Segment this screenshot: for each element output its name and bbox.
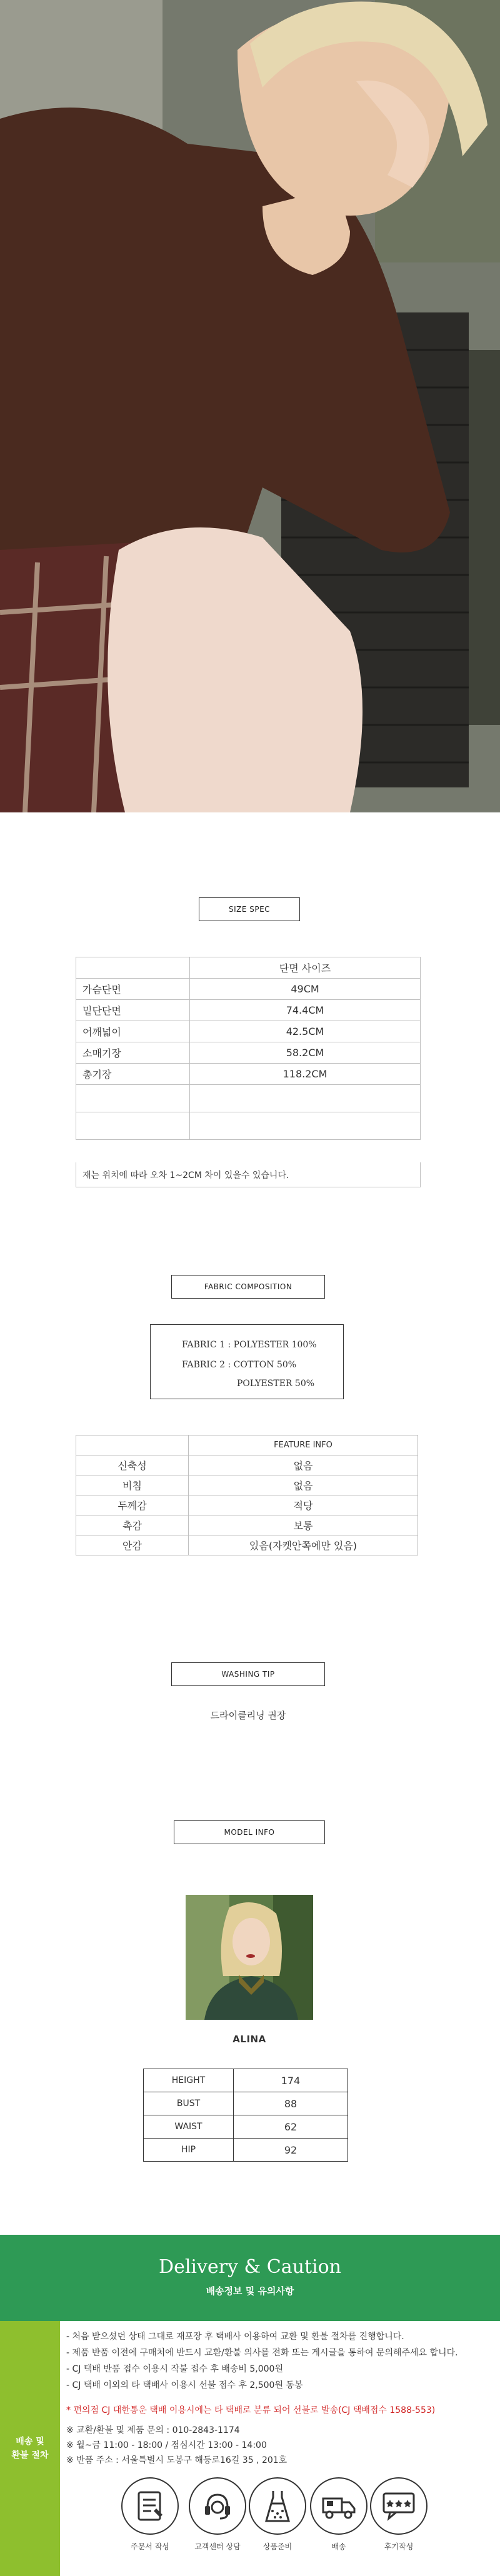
row-label (76, 1085, 190, 1112)
delivery-warning: * 편의점 CJ 대한통운 택배 이용시에는 타 택배로 분류 되어 선불로 발송(CJ 택배접수 1588-553) (66, 2405, 436, 2415)
row-value (190, 1085, 421, 1112)
feature-header: FEATURE INFO (189, 1435, 418, 1455)
delivery-title: Delivery & Caution (159, 2256, 341, 2278)
row-value: 적당 (189, 1495, 418, 1515)
size-note: 재는 위치에 따라 오차 1~2CM 차이 있을수 있습니다. (76, 1162, 421, 1187)
delivery-line: - CJ 택배 이외의 타 택배사 이용시 선불 접수 후 2,500원 동봉 (66, 2380, 303, 2390)
row-value: 있음(자켓안쪽에만 있음) (189, 1535, 418, 1555)
fabric-line-3-text: POLYESTER (237, 1379, 292, 1389)
row-label: 가슴단면 (76, 979, 190, 1000)
row-value: 88 (234, 2092, 348, 2115)
delivery-side-label (0, 2321, 60, 2576)
table-row (76, 1042, 421, 1064)
delivery-truck-icon (310, 2477, 368, 2535)
row-label: 밑단단면 (76, 1000, 190, 1021)
table-row (76, 1515, 418, 1535)
model-name: ALINA (232, 2034, 266, 2045)
row-value: 92 (234, 2139, 348, 2162)
row-label: 촉감 (76, 1515, 189, 1535)
table-row (76, 1021, 421, 1042)
contact-line: ※ 반품 주소 : 서울특별시 도봉구 해등로16길 35 , 201호 (66, 2455, 288, 2465)
table-row (76, 957, 421, 979)
side-label-line-2: 환불 절차 (11, 2450, 49, 2460)
contact-line: ※ 교환/환불 및 제품 문의 : 010-2843-1174 (66, 2425, 240, 2435)
process-step-label: 배송 (331, 2542, 346, 2551)
table-row (144, 2092, 348, 2115)
table-cell (76, 957, 190, 979)
table-row (76, 1455, 418, 1475)
fabric-title: FABRIC COMPOSITION (171, 1275, 325, 1299)
table-cell (76, 1435, 189, 1455)
fabric-line-3-percent: 50% (294, 1379, 315, 1389)
process-step (310, 2477, 368, 2552)
row-label: 어깨넓이 (76, 1021, 190, 1042)
table-row (76, 1085, 421, 1112)
table-row (144, 2115, 348, 2139)
process-step-label: 고객센터 상담 (194, 2542, 241, 2551)
table-row (76, 1000, 421, 1021)
size-spec-title: SIZE SPEC (199, 897, 300, 921)
row-value: 174 (234, 2069, 348, 2092)
review-icon (370, 2477, 428, 2535)
table-row (76, 1112, 421, 1140)
model-title: MODEL INFO (174, 1820, 325, 1844)
process-icons (60, 2469, 500, 2575)
size-spec-table (76, 957, 421, 1140)
process-step-label: 주문서 작성 (131, 2542, 169, 2551)
fabric-line-1-percent: 100% (291, 1340, 317, 1350)
row-value: 보통 (189, 1515, 418, 1535)
row-label: WAIST (144, 2115, 234, 2139)
table-row (144, 2139, 348, 2162)
process-step-label: 후기작성 (384, 2542, 414, 2551)
row-value: 118.2CM (190, 1064, 421, 1085)
row-value: 74.4CM (190, 1000, 421, 1021)
fabric-line-2 (182, 1360, 296, 1370)
row-label: 안감 (76, 1535, 189, 1555)
washing-title: WASHING TIP (171, 1662, 325, 1686)
process-step (370, 2477, 428, 2552)
table-row (76, 1435, 418, 1455)
row-label: 소매기장 (76, 1042, 190, 1064)
row-value: 58.2CM (190, 1042, 421, 1064)
process-step (121, 2477, 179, 2552)
row-label: 총기장 (76, 1064, 190, 1085)
delivery-line: - 제품 반품 이전에 구매처에 반드시 교환/환불 의사를 전화 또는 게시글을 통하여 문의해주세요 합니다. (66, 2348, 458, 2358)
feature-table (76, 1435, 418, 1555)
side-label-line-1: 배송 및 (16, 2436, 44, 2447)
table-row (76, 1475, 418, 1495)
hero-model-illustration (0, 0, 500, 812)
process-step-label: 상품준비 (262, 2542, 292, 2551)
table-row (144, 2069, 348, 2092)
delivery-line: - CJ 택배 반품 접수 이용시 작불 접수 후 배송비 5,000원 (66, 2364, 283, 2374)
fabric-line-3 (237, 1379, 314, 1389)
row-label: HIP (144, 2139, 234, 2162)
model-photo (186, 1895, 313, 2020)
contact-line: ※ 월~금 11:00 - 18:00 / 점심시간 13:00 - 14:00 (66, 2440, 267, 2450)
table-row (76, 979, 421, 1000)
table-row (76, 1495, 418, 1515)
model-portrait-illustration (186, 1895, 313, 2020)
row-value: 없음 (189, 1455, 418, 1475)
row-value: 42.5CM (190, 1021, 421, 1042)
row-value: 62 (234, 2115, 348, 2139)
row-label: 두께감 (76, 1495, 189, 1515)
table-row (76, 1535, 418, 1555)
fabric-line-2-percent: 50% (276, 1360, 297, 1370)
washing-text: 드라이클리닝 권장 (210, 1710, 286, 1721)
fabric-line-2-text: FABRIC 2 : COTTON (182, 1360, 274, 1370)
size-spec-header: 단면 사이즈 (190, 957, 421, 979)
row-label (76, 1112, 190, 1140)
delivery-line: - 처음 받으셨던 상태 그대로 재포장 후 택배사 이용하여 교환 및 환불 절차를 진행합니다. (66, 2332, 404, 2342)
process-step (189, 2477, 246, 2552)
row-label: BUST (144, 2092, 234, 2115)
order-form-icon (121, 2477, 179, 2535)
row-label: HEIGHT (144, 2069, 234, 2092)
fabric-box (150, 1324, 344, 1399)
process-step (249, 2477, 306, 2552)
hero-photo (0, 0, 500, 812)
fabric-line-1 (182, 1340, 317, 1350)
delivery-subtitle: 배송정보 및 유의사항 (206, 2285, 294, 2297)
model-size-table (143, 2069, 348, 2162)
customer-center-icon (189, 2477, 246, 2535)
fabric-line-1-text: FABRIC 1 : POLYESTER (182, 1340, 289, 1350)
row-value: 49CM (190, 979, 421, 1000)
delivery-banner (0, 2235, 500, 2321)
row-label: 비침 (76, 1475, 189, 1495)
table-row (76, 1064, 421, 1085)
row-value: 없음 (189, 1475, 418, 1495)
dress-icon (249, 2477, 306, 2535)
row-value (190, 1112, 421, 1140)
row-label: 신축성 (76, 1455, 189, 1475)
